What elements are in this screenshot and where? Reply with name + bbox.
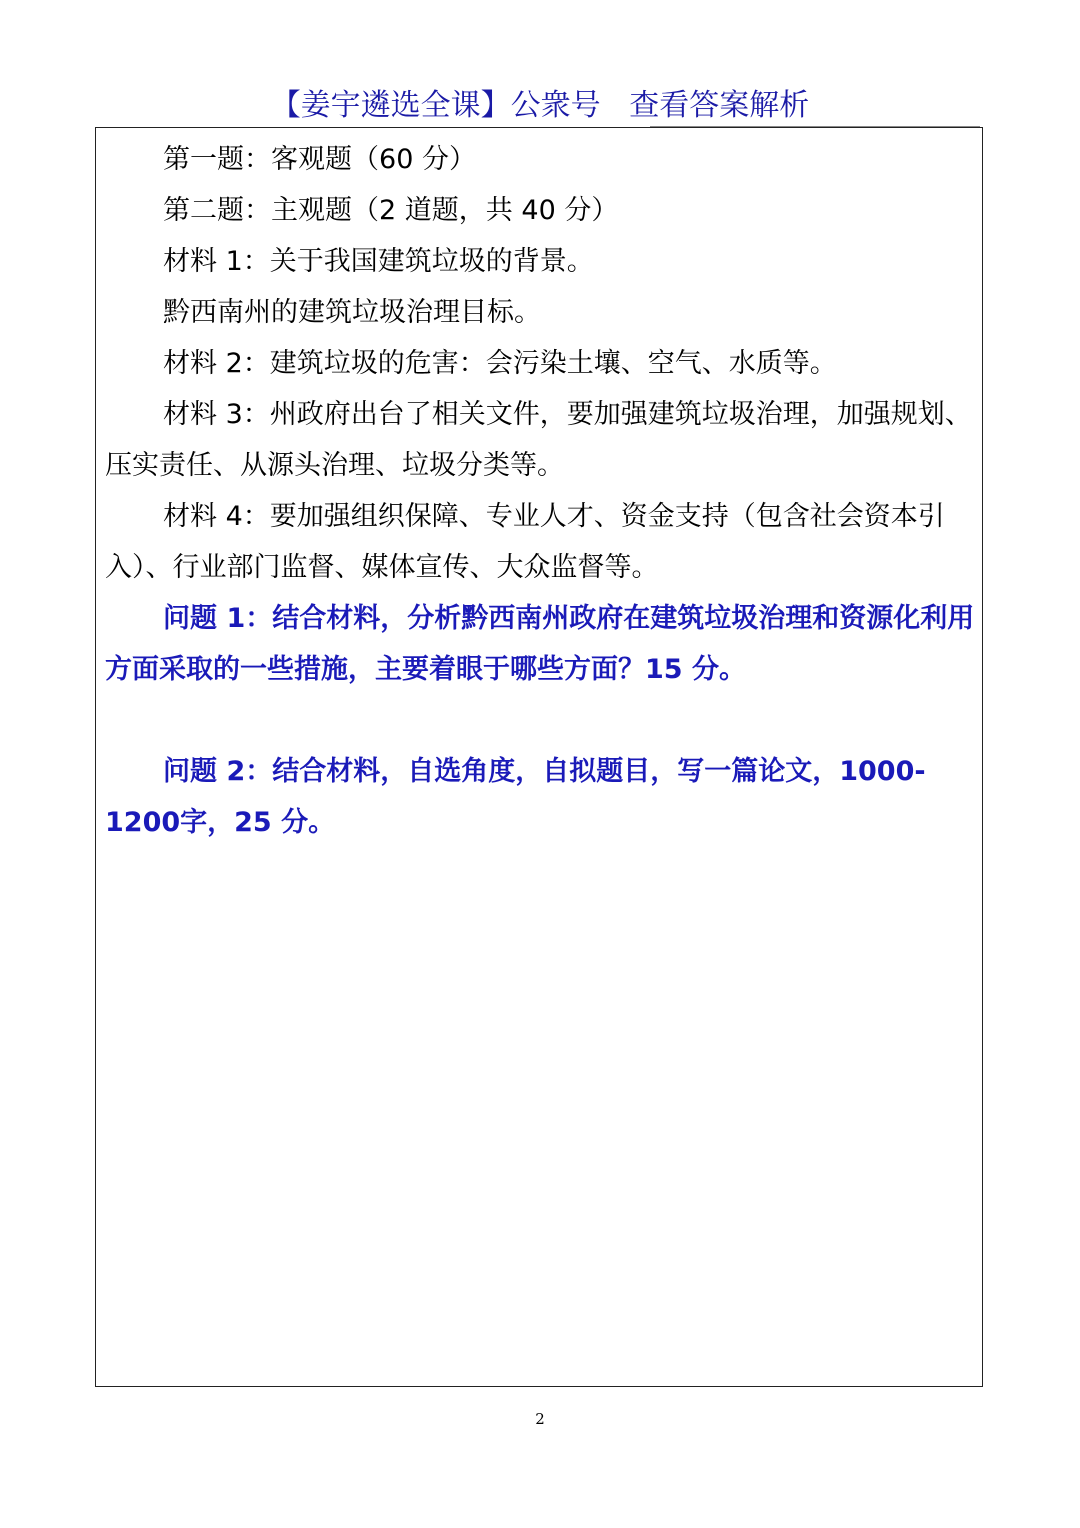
document-body: [105, 134, 977, 848]
section-subjective: 第二题：主观题（2 道题，共 40 分）: [163, 195, 619, 226]
page-header: 【姜宇遴选全课】公衆号 查看答案解析: [270, 88, 810, 123]
question-2: 问题 2：结合材料，自选角度，自拟题目，写一篇论文，1000-1200字，25 分。: [105, 756, 926, 838]
section-objective: 第一题：客观题（60 分）: [163, 144, 476, 175]
material-3: 材料 3：州政府出台了相关文件，要加强建筑垃圾治理，加强规划、压实责任、从源头治理、垃圾分类等。: [105, 399, 972, 481]
material-1-target: 黔西南州的建筑垃圾治理目标。: [163, 297, 542, 328]
material-1: 材料 1：关于我国建筑垃圾的背景。: [163, 246, 594, 277]
material-4: 材料 4：要加强组织保障、专业人才、资金支持（包含社会资本引入）、行业部门监督、媒体宣传、大众监督等。: [105, 501, 945, 583]
material-2: 材料 2：建筑垃圾的危害：会污染土壤、空气、水质等。: [163, 348, 837, 379]
page-number: 2: [535, 1410, 545, 1428]
question-1: 问题 1：结合材料，分析黔西南州政府在建筑垃圾治理和资源化利用方面采取的一些措施，主要着眼于哪些方面？15 分。: [105, 603, 975, 685]
